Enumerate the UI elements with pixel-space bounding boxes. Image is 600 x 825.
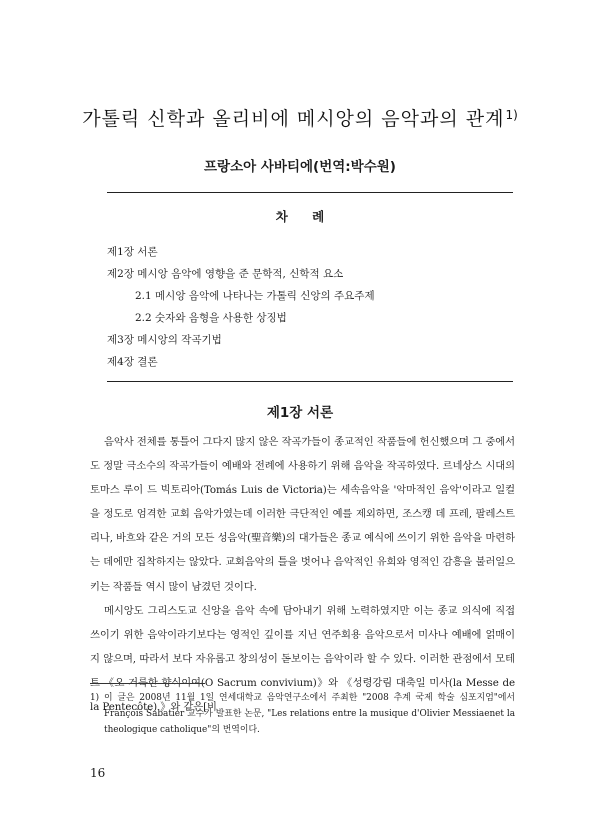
toc-item[interactable]: 제2장 메시앙 음악에 영향을 준 문학적, 신학적 요소 [107,268,344,280]
article-title [0,104,600,131]
footnote-text: 이 글은 2008년 11월 1일 연세대학교 음악연구소에서 주최한 "2008 추계 국제 학술 심포지엄"에서 François Sabatier 교수가 발표한 논문, "Les relations entre la musique d'Olivier Messiaenet la theologique catholique"의 번역이다. [104,693,515,735]
body-paragraph: 음악사 전체를 통틀어 그다지 많지 않은 작곡가들이 종교적인 작품들에 헌신했으며 그 중에서도 정말 극소수의 작곡가들이 예배와 전례에 사용하기 위해 음악을 작곡하였다. 르네상스 시대의 토마스 루이 드 빅토리아(Tomás Luis de Victoria)는 세속음악을 '악마적인 음악'이라고 일컬을 정도로 엄격한 교회 음악가였는데 이러한 극단적인 예를 제외하면, 조스캥 데 프레, 팔레스트리나, 바흐와 같은 거의 모든 성음악(聖音樂)의 대가들은 종교 예식에 쓰이기 위한 음악을 마련하는 데에만 집착하지는 않았다. 교회음악의 틀을 벗어나 음악적인 유희와 영적인 감흥을 불러일으키는 작품들 역시 많이 남겼던 것이다. [90,436,515,593]
toc-item[interactable]: 제1장 서론 [107,246,158,258]
toc-bottom-rule [107,381,513,382]
toc-heading: 차 례 [275,209,335,224]
footnote-mark: 1) [90,693,100,703]
table-of-contents [107,241,517,373]
toc-item[interactable]: 제4장 결론 [107,356,158,368]
article-title-text: 가톨릭 신학과 올리비에 메시앙의 음악과의 관계 [82,108,505,130]
toc-item[interactable]: 제3장 메시앙의 작곡기법 [107,334,222,346]
toc-subitem[interactable]: 2.1 메시앙 음악에 나타나는 가톨릭 신앙의 주요주제 [135,290,375,302]
author-line: 프랑소아 사바티에(번역:박수원) [204,159,396,175]
body-text [90,430,515,719]
body-paragraph: 메시앙도 그리스도교 신앙을 음악 속에 담아내기 위해 노력하였지만 이는 종교 의식에 직접 쓰이기 위한 음악이라기보다는 영적인 깊이를 지닌 연주회용 음악으로서 미사나 예배에 얽매이지 않으며, 따라서 보다 자유롭고 창의성이 돋보이는 음악이라 할 수 있다. 이러한 관점에서 모테트 《오 거룩한 향식이여(O Sacrum convivium)》와 《성령강림 대축일 미사(la Messe de la Pentecôte) 》와 같은[비 [90,604,515,714]
toc-top-rule [107,192,513,193]
footnote-separator [90,683,205,684]
chapter-heading: 제1장 서론 [266,405,334,421]
title-footnote-mark[interactable]: 1) [505,108,518,122]
page-number: 16 [90,766,106,780]
footnote [90,690,515,738]
toc-subitem[interactable]: 2.2 숫자와 음형을 사용한 상징법 [135,312,287,324]
